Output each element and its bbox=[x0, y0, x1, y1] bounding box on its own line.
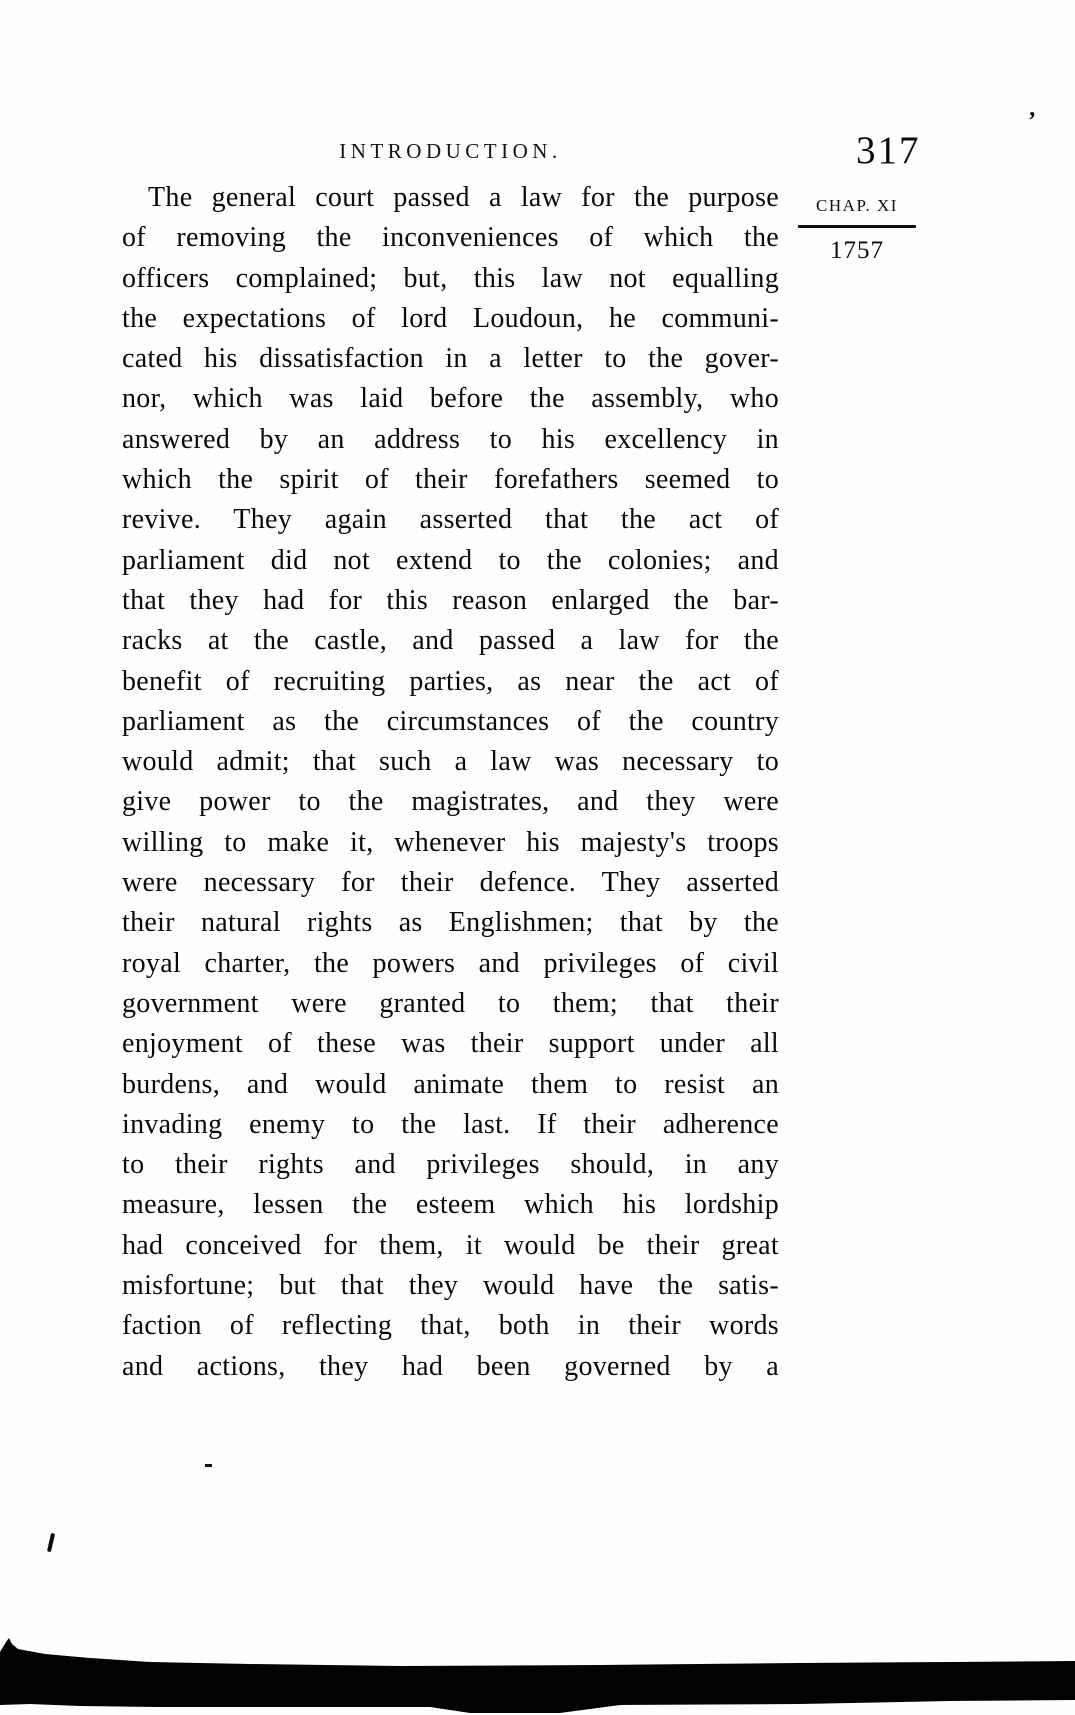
text-line: faction of reflecting that, both in their words bbox=[122, 1310, 779, 1342]
text-line: revive. They again asserted that the act of bbox=[122, 504, 779, 536]
text-line: enjoyment of these was their support under all bbox=[122, 1028, 779, 1060]
running-head: INTRODUCTION. bbox=[339, 139, 562, 163]
text-line: had conceived for them, it would be their great bbox=[122, 1229, 779, 1261]
scan-gutter-shadow bbox=[0, 1628, 1075, 1715]
text-line: invading enemy to the last. If their adherence bbox=[122, 1108, 779, 1140]
text-line: government were granted to them; that their bbox=[122, 987, 779, 1019]
text-line: royal charter, the powers and privileges of civil bbox=[122, 947, 779, 979]
text-line: measure, lessen the esteem which his lordship bbox=[122, 1189, 779, 1221]
margin-notes bbox=[798, 196, 916, 265]
text-line: parliament did not extend to the colonies; and bbox=[122, 544, 779, 576]
text-line: to their rights and privileges should, in any bbox=[122, 1149, 779, 1181]
text-line: benefit of recruiting parties, as near the act of bbox=[122, 665, 779, 697]
text-line: cated his dissatisfaction in a letter to the gover- bbox=[122, 343, 779, 375]
text-line: the expectations of lord Loudoun, he communi- bbox=[122, 302, 779, 334]
text-line: parliament as the circumstances of the country bbox=[122, 705, 779, 737]
page-number: 317 bbox=[856, 129, 921, 172]
text-line: misfortune; but that they would have the satis- bbox=[122, 1270, 779, 1302]
margin-rule-divider bbox=[798, 225, 916, 228]
text-line: would admit; that such a law was necessary to bbox=[122, 746, 779, 778]
text-line: willing to make it, whenever his majesty's troops bbox=[122, 826, 779, 858]
text-line: were necessary for their defence. They asserted bbox=[122, 867, 779, 899]
text-line: which the spirit of their forefathers seemed to bbox=[122, 464, 779, 496]
comma-scan-artifact: ’ bbox=[1028, 108, 1036, 134]
body-paragraph bbox=[122, 178, 779, 1387]
slash-scan-artifact bbox=[47, 1533, 55, 1552]
year-label: 1757 bbox=[830, 237, 884, 264]
text-line: give power to the magistrates, and they were bbox=[122, 786, 779, 818]
text-line: answered by an address to his excellency in bbox=[122, 423, 779, 455]
text-line: their natural rights as Englishmen; that by the bbox=[122, 907, 779, 939]
text-line: racks at the castle, and passed a law for the bbox=[122, 625, 779, 657]
dash-scan-artifact bbox=[205, 1464, 212, 1467]
text-line: nor, which was laid before the assembly, who bbox=[122, 383, 779, 415]
text-line: of removing the inconveniences of which the bbox=[122, 222, 779, 254]
text-line: burdens, and would animate them to resist an bbox=[122, 1068, 779, 1100]
chapter-label: CHAP. XI bbox=[816, 196, 898, 215]
text-line: The general court passed a law for the purpose bbox=[148, 182, 779, 213]
text-line: officers complained; but, this law not equalling bbox=[122, 262, 779, 294]
text-line: that they had for this reason enlarged the bar- bbox=[122, 584, 779, 616]
text-line: and actions, they had been governed by a bbox=[122, 1350, 779, 1382]
